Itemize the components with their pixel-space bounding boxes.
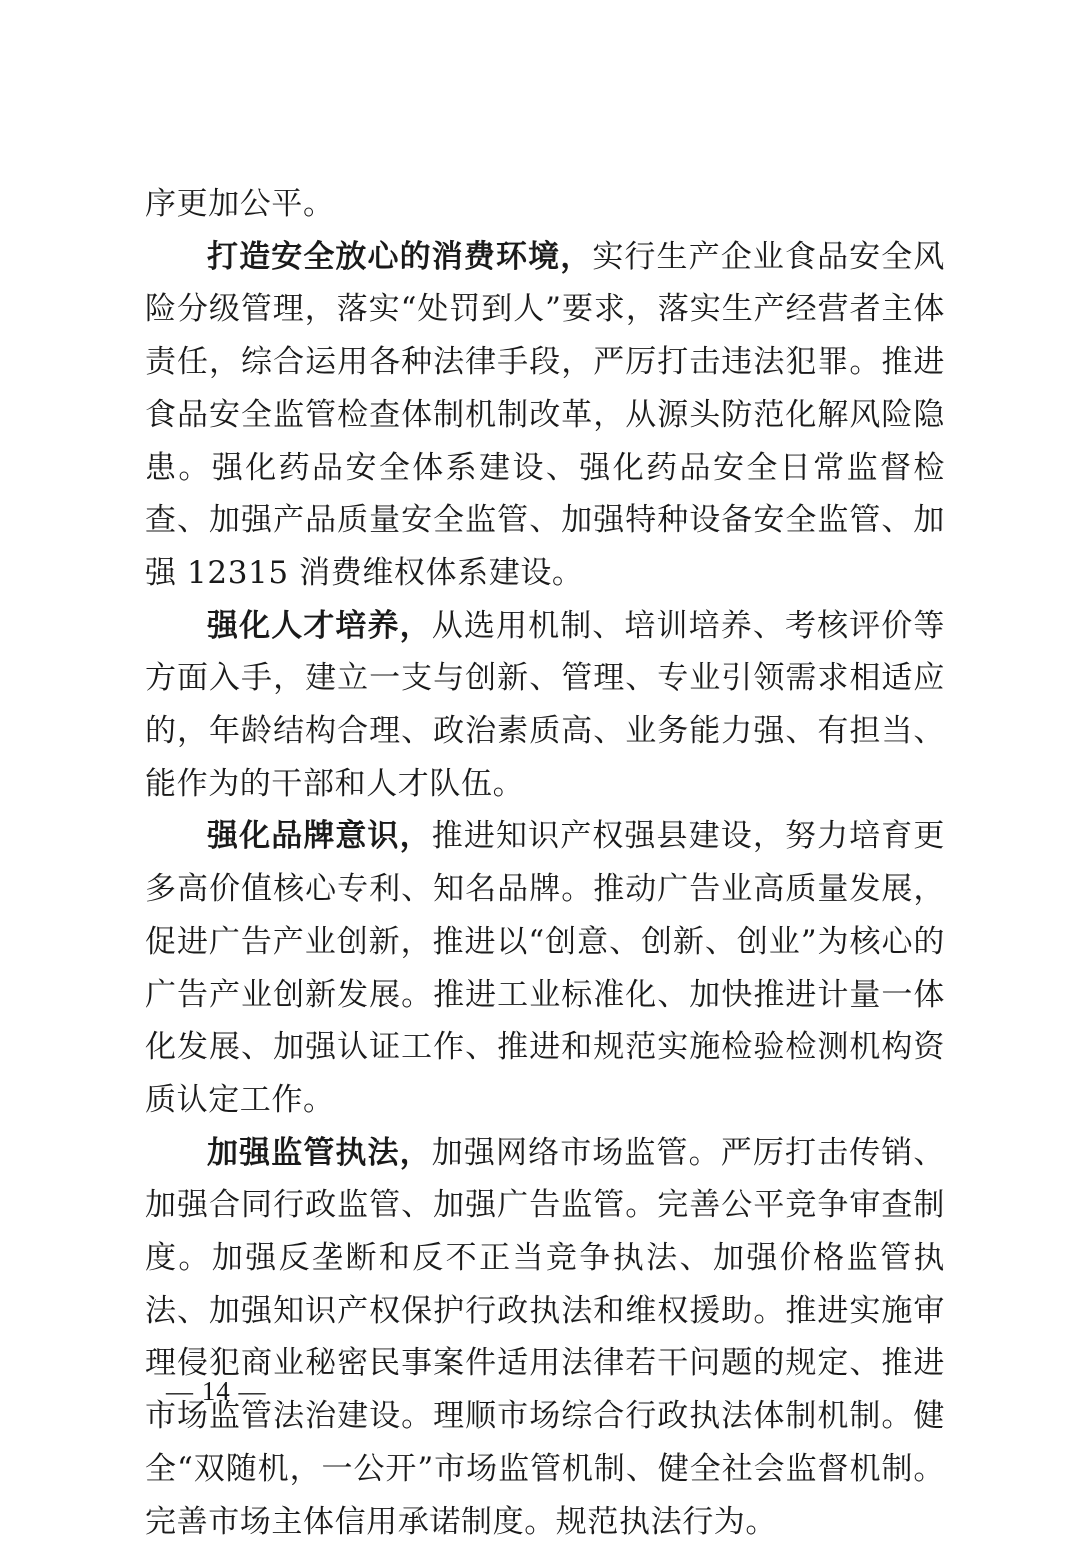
page-number: — 14 — <box>166 1376 267 1406</box>
paragraph-brand-awareness <box>145 810 945 1126</box>
paragraph-text: 从选用机制、培训培养、考核评价等方面入手，建立一支与创新、管理、专业引领需求相适应的，年龄结构合理、政治素质高、业务能力强、有担当、能作为的干部和人才队伍。 <box>145 607 945 802</box>
paragraph-lead: 强化品牌意识， <box>207 818 432 855</box>
paragraph-text: 加强网络市场监管。严厉打击传销、加强合同行政监管、加强广告监管。完善公平竞争审查制度。加强反垄断和反不正当竞争执法、加强价格监管执法、加强知识产权保护行政执法和维权援助。推进实施审理侵犯商业秘密民事案件适用法律若干问题的规定、推进市场监管法治建设。理顺市场综合行政执法体制机制。健全“双随机，一公开”市场监管机制、健全社会监督机制。完善市场主体信用承诺制度。规范执法行为。 <box>145 1134 945 1540</box>
paragraph-lead: 强化人才培养， <box>207 607 432 644</box>
paragraph-lead: 加强监管执法， <box>207 1134 432 1171</box>
paragraph-consumption-environment <box>145 231 945 600</box>
paragraph-text: 推进知识产权强县建设，努力培育更多高价值核心专利、知名品牌。推动广告业高质量发展，促进广告产业创新，推进以“创意、创新、创业”为核心的广告产业创新发展。推进工业标准化、加快推进计量一体化发展、加强认证工作、推进和规范实施检验检测机构资质认定工作。 <box>145 818 945 1118</box>
body-text <box>145 178 945 1548</box>
paragraph-text: 实行生产企业食品安全风险分级管理，落实“处罚到人”要求，落实生产经营者主体责任，综合运用各种法律手段，严厉打击违法犯罪。推进食品安全监管检查体制机制改革，从源头防范化解风险隐患。强化药品安全体系建设、强化药品安全日常监督检查、加强产品质量安全监管、加强特种设备安全监管、加强 12315 消费维权体系建设。 <box>145 238 945 591</box>
paragraph-supervision-enforcement <box>145 1127 945 1548</box>
paragraph-text: 序更加公平。 <box>145 186 335 222</box>
paragraph-talent-training <box>145 600 945 811</box>
paragraph-continuation <box>145 178 945 231</box>
paragraph-lead: 打造安全放心的消费环境， <box>207 238 593 275</box>
